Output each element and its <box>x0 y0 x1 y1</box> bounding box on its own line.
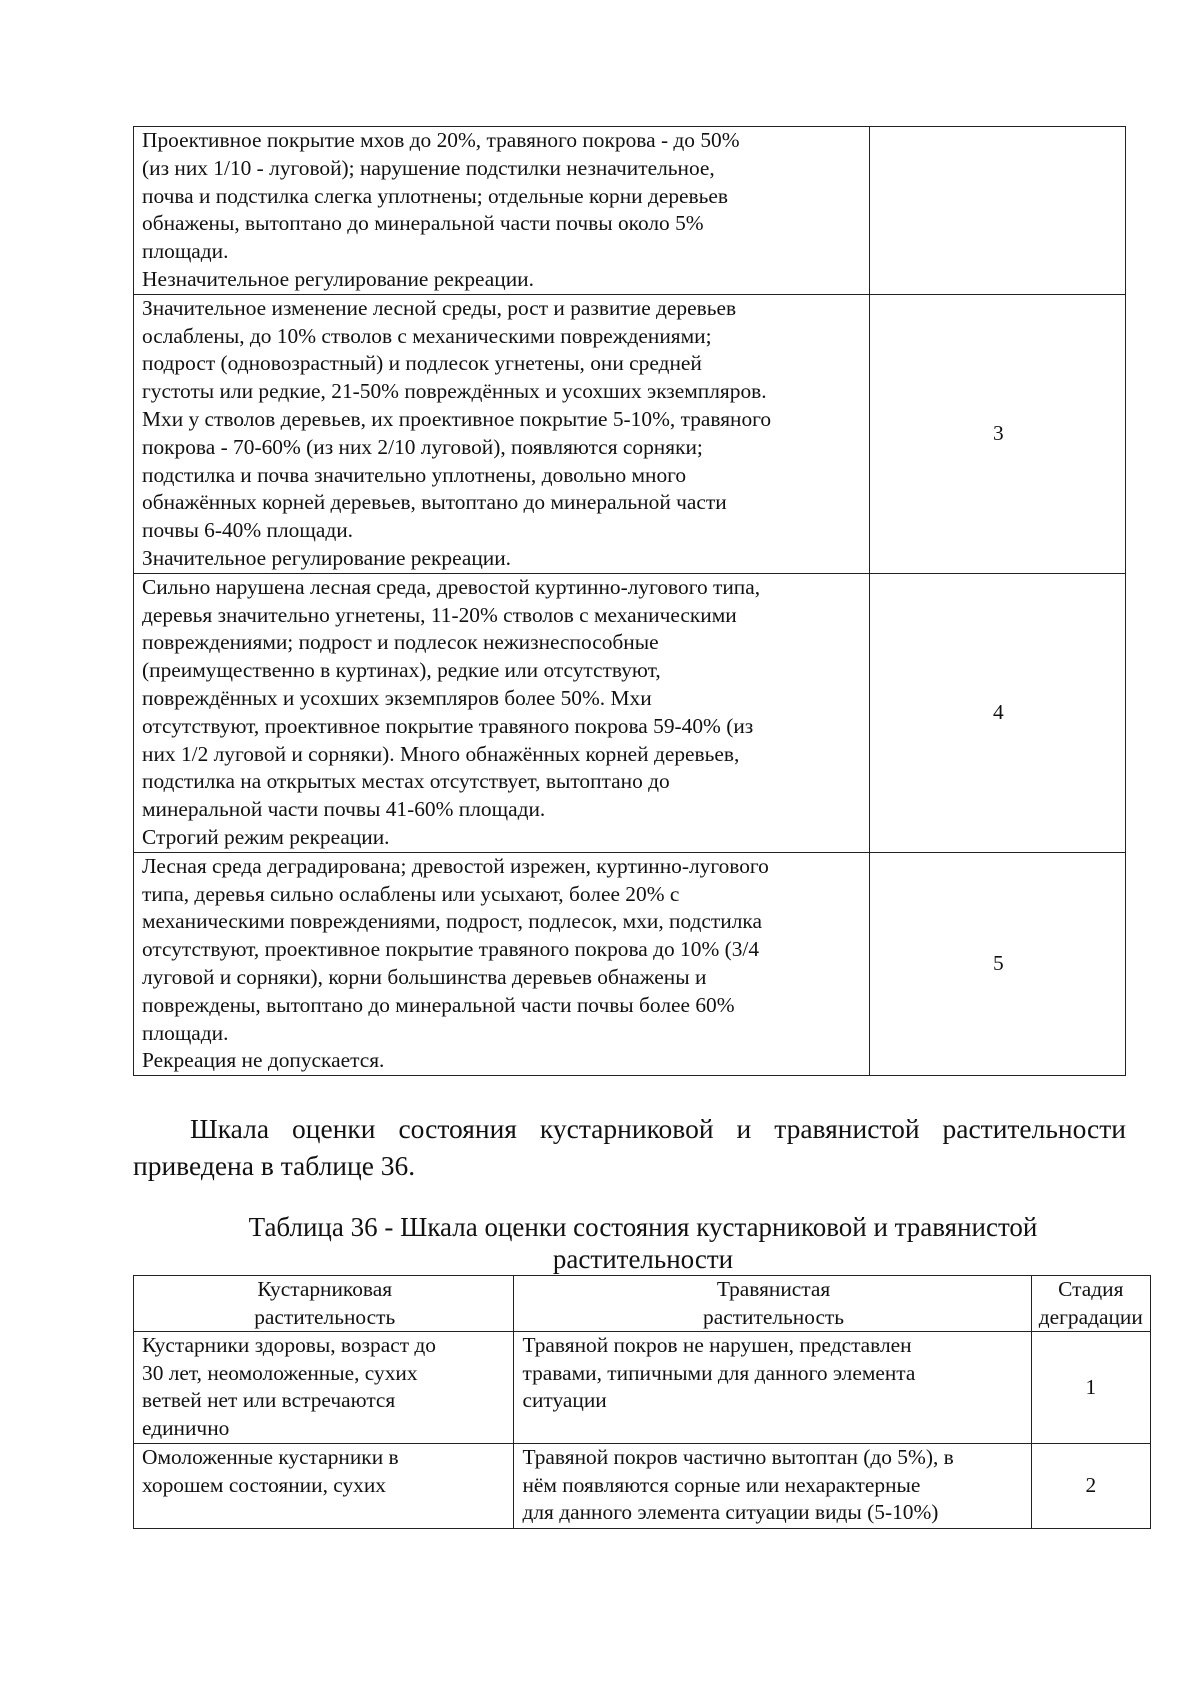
shrub-cell: Омоложенные кустарники в хорошем состоянии, сухих <box>134 1444 514 1529</box>
row-description: Проективное покрытие мхов до 20%, травяного покрова - до 50% (из них 1/10 - луговой); нарушение подстилки незначительное, почва и подстилка слегка уплотнены; отдельные корни деревьев обнажены, вытоптано до минеральной части почвы около 5% площади. Незначительное регулирование рекреации. <box>134 127 870 295</box>
body-paragraph <box>133 1110 1126 1184</box>
table-header-row <box>134 1276 1151 1332</box>
shrub-cell: Кустарники здоровы, возраст до 30 лет, неомоложенные, сухих ветвей нет или встречаются единично <box>134 1332 514 1444</box>
stage-cell: 5 <box>869 852 1125 1075</box>
grass-cell: Травяной покров не нарушен, представлен травами, типичными для данного элемента ситуации <box>514 1332 1031 1444</box>
row-description: Значительное изменение лесной среды, рост и развитие деревьев ослаблены, до 10% стволов с механическими повреждениями; подрост (одновозрастный) и подлесок угнетены, они средней густоты или редкие, 21-50% повреждённых и усохших экземпляров. Мхи у стволов деревьев, их проективное покрытие 5-10%, травяного покрова - 70-60% (из них 2/10 луговой), появляются сорняки; подстилка и почва значительно уплотнены, довольно много обнажённых корней деревьев, вытоптано до минеральной части почвы 6-40% площади. Значительное регулирование рекреации. <box>134 294 870 573</box>
header-grass: Травянистая растительность <box>514 1276 1031 1332</box>
table-36-caption: Таблица 36 - Шкала оценки состояния кустарниковой и травянистой растительности <box>248 1212 1038 1274</box>
table-row <box>134 1332 1151 1444</box>
header-stage: Стадия деградации <box>1031 1276 1150 1332</box>
stage-cell <box>869 127 1125 295</box>
table-row <box>134 852 1126 1075</box>
degradation-table-36 <box>133 1275 1151 1529</box>
table-row <box>134 1444 1151 1529</box>
stage-cell: 2 <box>1031 1444 1150 1529</box>
stage-cell: 1 <box>1031 1332 1150 1444</box>
header-shrub: Кустарниковая растительность <box>134 1276 514 1332</box>
row-description: Сильно нарушена лесная среда, древостой куртинно-лугового типа, деревья значительно угнетены, 11-20% стволов с механическими повреждениями; подрост и подлесок нежизнеспособные (преимущественно в куртинах), редкие или отсутствуют, повреждённых и усохших экземпляров более 50%. Мхи отсутствуют, проективное покрытие травяного покрова 59-40% (из них 1/2 луговой и сорняки). Много обнажённых корней деревьев, подстилка на открытых местах отсутствует, вытоптано до минеральной части почвы 41-60% площади. Строгий режим рекреации. <box>134 573 870 852</box>
row-description: Лесная среда деградирована; древостой изрежен, куртинно-лугового типа, деревья сильно ослаблены или усыхают, более 20% с механическими повреждениями, подрост, подлесок, мхи, подстилка отсутствуют, проективное покрытие травяного покрова до 10% (3/4 луговой и сорняки), корни большинства деревьев обнажены и повреждены, вытоптано до минеральной части почвы более 60% площади. Рекреация не допускается. <box>134 852 870 1075</box>
stage-cell: 3 <box>869 294 1125 573</box>
paragraph-line-1: Шкала оценки состояния кустарниковой и травянистой растительности <box>190 1113 1126 1144</box>
paragraph-line-2: приведена в таблице 36. <box>133 1150 416 1181</box>
table-row <box>134 294 1126 573</box>
stage-cell: 4 <box>869 573 1125 852</box>
degradation-table-35 <box>133 126 1126 1076</box>
grass-cell: Травяной покров частично вытоптан (до 5%), в нём появляются сорные или нехарактерные для данного элемента ситуации виды (5-10%) <box>514 1444 1031 1529</box>
table-row <box>134 127 1126 295</box>
table-row <box>134 573 1126 852</box>
